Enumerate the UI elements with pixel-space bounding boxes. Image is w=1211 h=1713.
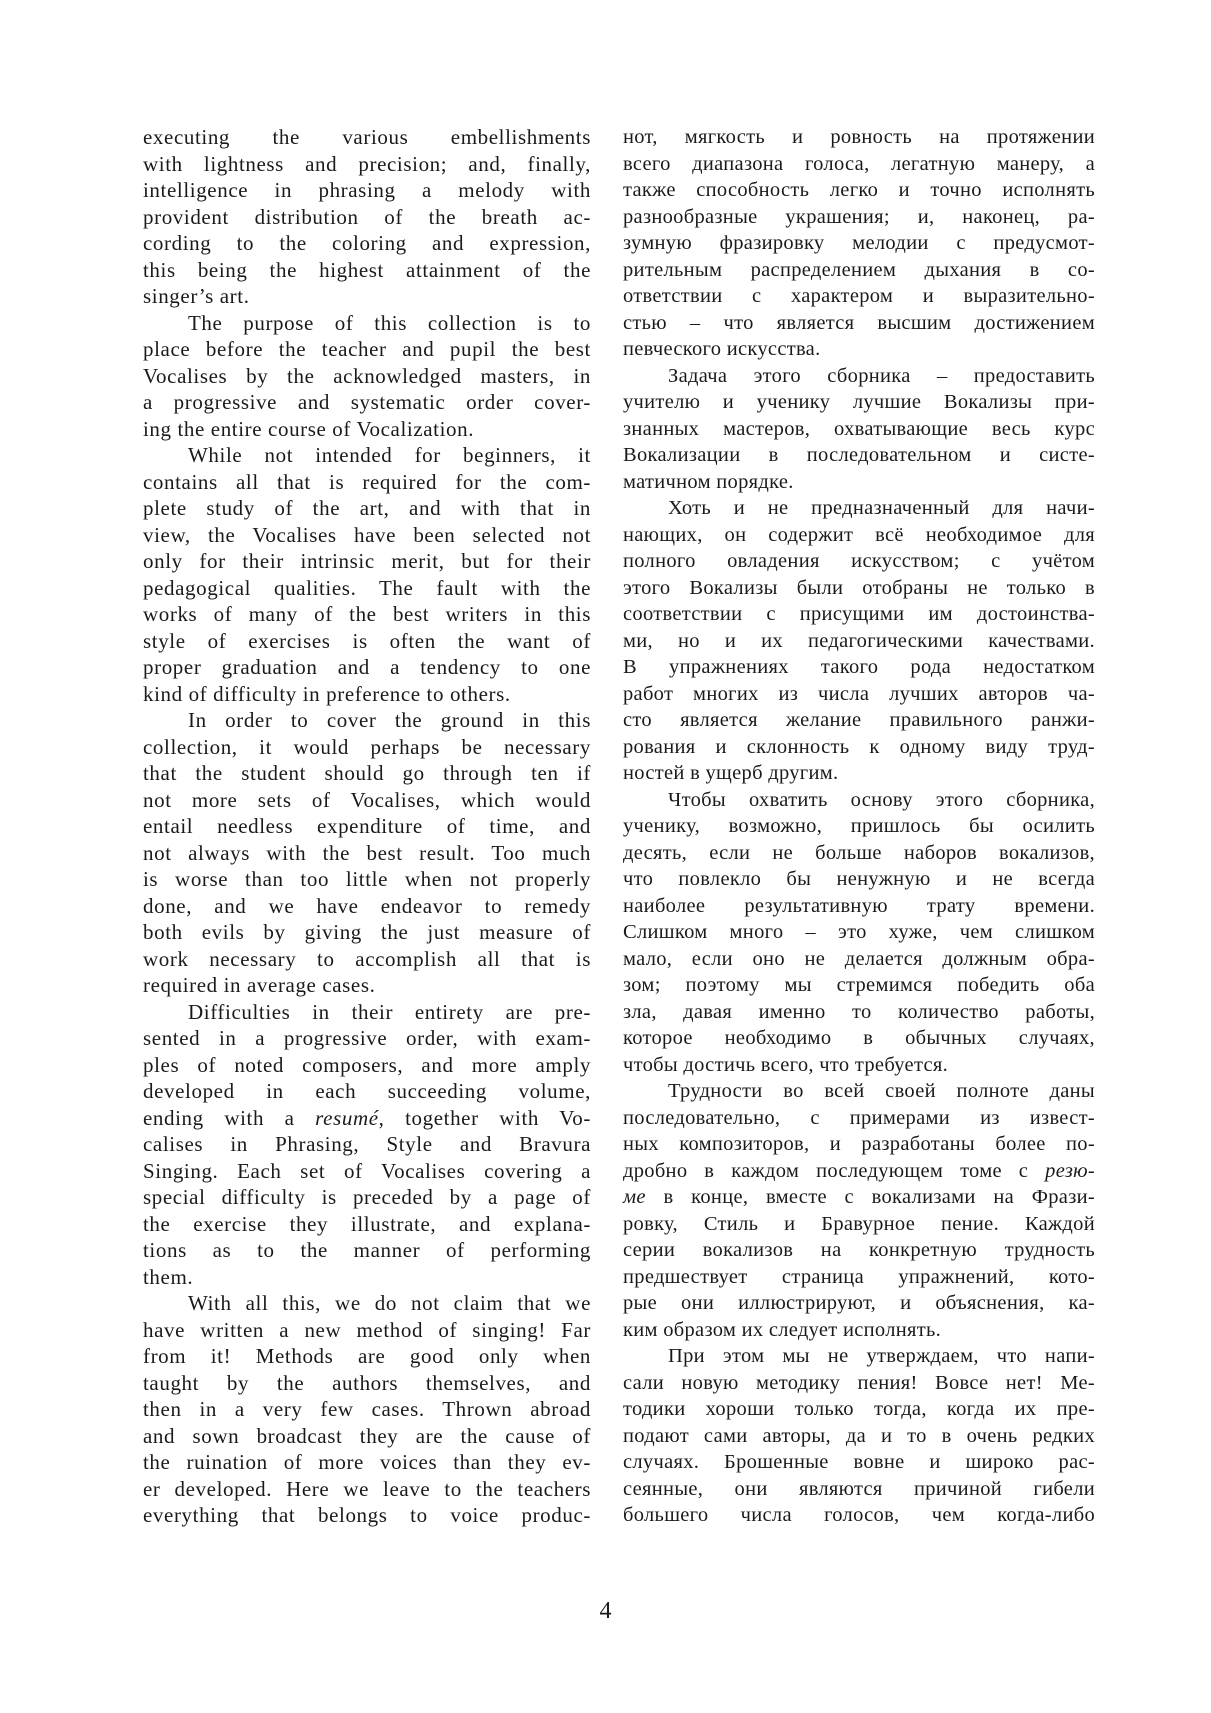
text-line: соответствии с присущими им достоинства-	[623, 603, 1095, 625]
text-line: дробно в каждом последующем томе с резю-	[623, 1159, 1095, 1182]
text-line: зом; поэтому мы стремимся победить оба	[623, 974, 1095, 996]
text-line: также способность легко и точно исполнять	[623, 179, 1095, 201]
text-line: ровку, Стиль и Бравурное пение. Каждой	[623, 1212, 1095, 1235]
russian-paragraph	[623, 495, 1095, 787]
text-line: Трудности во всей своей полноте даны	[668, 1080, 1095, 1102]
text-line: рые они иллюстрируют, и объяснения, ка-	[623, 1292, 1095, 1314]
page-number: 4	[599, 1598, 612, 1624]
text-line: only for their intrinsic merit, but for their	[143, 549, 591, 573]
text-line: and sown broadcast they are the cause of	[143, 1423, 591, 1448]
text-line: developed in each succeeding volume,	[143, 1079, 591, 1103]
text-line: предшествует страница упражнений, кото-	[623, 1265, 1095, 1288]
text-line: серии вокализов на конкретную трудность	[623, 1239, 1095, 1261]
text-line: cording to the coloring and expression,	[143, 231, 591, 255]
text-line: place before the teacher and pupil the best	[143, 337, 591, 361]
text-line: которое необходимо в обычных случаях,	[623, 1027, 1095, 1049]
text-line: полного овладения искусством; с учётом	[623, 550, 1095, 572]
text-line: певческого искусства.	[623, 338, 821, 360]
text-line: kind of difficulty in preference to others.	[143, 681, 511, 706]
text-line: разнообразные украшения; и, наконец, ра-	[623, 205, 1095, 228]
text-line: случаях. Брошенные вовне и широко рас-	[623, 1451, 1095, 1473]
text-line: tions as to the manner of performing	[143, 1238, 591, 1262]
text-line: ким образом их следует исполнять.	[623, 1318, 942, 1341]
english-paragraph	[143, 124, 591, 310]
text-line: collection, it would perhaps be necessary	[143, 734, 591, 759]
english-paragraph	[143, 1290, 591, 1529]
text-line: При этом мы не утверждаем, что напи-	[668, 1345, 1095, 1367]
text-line: что повлекло бы ненужную и не всегда	[623, 868, 1095, 890]
text-line: этого Вокализы были отобраны не только в	[623, 576, 1095, 599]
text-line: матичном порядке.	[623, 470, 794, 493]
text-line: ных композиторов, и разработаны более по-	[623, 1133, 1095, 1155]
italic-term: ме	[623, 1186, 646, 1208]
russian-paragraph	[623, 363, 1095, 496]
text-line: ме в конце, вместе с вокализами на Фрази-	[623, 1186, 1095, 1208]
russian-paragraph	[623, 1078, 1095, 1343]
text-line: чтобы достичь всего, что требуется.	[623, 1053, 949, 1076]
english-paragraph	[143, 442, 591, 707]
russian-paragraph	[623, 1343, 1095, 1529]
text-line: Хоть и не предназначенный для начи-	[668, 497, 1095, 519]
text-line: наиболее результативную трату времени.	[623, 894, 1095, 917]
text-line: a progressive and systematic order cover-	[143, 390, 591, 414]
text-line: ми, но и их педагогическими качествами.	[623, 629, 1095, 652]
text-line: pedagogical qualities. The fault with the	[143, 575, 591, 600]
text-line: учителю и ученику лучшие Вокализы при-	[623, 391, 1095, 413]
text-line: then in a very few cases. Thrown abroad	[143, 1397, 591, 1421]
russian-text-column	[623, 124, 1095, 1529]
text-line: ing the entire course of Vocalization.	[143, 416, 475, 441]
text-line: работ многих из числа лучших авторов ча-	[623, 682, 1095, 705]
russian-paragraph	[623, 124, 1095, 363]
text-line: executing the various embellishments	[143, 125, 591, 149]
text-line: Difficulties in their entirety are pre-	[188, 999, 591, 1024]
text-line: calises in Phrasing, Style and Bravura	[143, 1132, 591, 1156]
text-line: стью – что является высшим достижением	[623, 311, 1095, 334]
text-line: plete study of the art, and with that in	[143, 496, 591, 520]
text-line: зумную фразировку мелодии с предусмот-	[623, 232, 1095, 254]
text-line: is worse than too little when not properly	[143, 867, 591, 891]
text-line: Вокализации в последовательном и систе-	[623, 444, 1095, 466]
text-line: Чтобы охватить основу этого сборника,	[668, 788, 1095, 811]
text-line: provident distribution of the breath ac-	[143, 204, 591, 229]
text-line: special difficulty is preceded by a page of	[143, 1185, 591, 1209]
text-line: большего числа голосов, чем когда-либо	[623, 1504, 1095, 1526]
text-line: сто является желание правильного ранжи-	[623, 709, 1095, 731]
english-paragraph	[143, 999, 591, 1291]
text-line: style of exercises is often the want of	[143, 628, 591, 653]
text-line: entail needless expenditure of time, and	[143, 814, 591, 838]
text-line: required in average cases.	[143, 973, 376, 997]
text-line: ностей в ущерб другим.	[623, 762, 839, 784]
text-line: ученику, возможно, пришлось бы осилить	[623, 815, 1095, 837]
italic-term: резю-	[1045, 1159, 1095, 1182]
text-line: рительным распределением дыхания в со-	[623, 258, 1095, 281]
text-line: er developed. Here we leave to the teachers	[143, 1476, 591, 1501]
text-line: intelligence in phrasing a melody with	[143, 178, 591, 202]
text-line: works of many of the best writers in this	[143, 602, 591, 626]
text-line: not more sets of Vocalises, which would	[143, 787, 591, 812]
text-line: done, and we have endeavor to remedy	[143, 893, 591, 918]
text-line: taught by the authors themselves, and	[143, 1370, 591, 1395]
text-line: that the student should go through ten if	[143, 761, 591, 785]
text-line: нот, мягкость и ровность на протяжении	[623, 126, 1095, 148]
text-line: work necessary to accomplish all that is	[143, 946, 591, 971]
english-paragraph	[143, 707, 591, 999]
text-line: последовательно, с примерами из извест-	[623, 1106, 1095, 1129]
text-line: the exercise they illustrate, and explana-	[143, 1211, 591, 1236]
english-text-column	[143, 124, 591, 1529]
italic-term: resumé	[315, 1105, 379, 1130]
text-line: зла, давая именно то количество работы,	[623, 1000, 1095, 1023]
text-line: With all this, we do not claim that we	[188, 1291, 591, 1315]
text-line: proper graduation and a tendency to one	[143, 655, 591, 679]
text-line: not always with the best result. Too much	[143, 840, 591, 865]
text-line: десять, если не больше наборов вокализов,	[623, 841, 1095, 864]
text-line: from it! Methods are good only when	[143, 1344, 591, 1368]
text-line: всего диапазона голоса, легатную манеру, а	[623, 152, 1095, 175]
text-line: While not intended for beginners, it	[188, 443, 591, 467]
text-line: тодики хороши только тогда, когда их пре-	[623, 1398, 1095, 1420]
text-line: have written a new method of singing! Far	[143, 1317, 591, 1342]
text-line: with lightness and precision; and, finally,	[143, 151, 591, 176]
text-line: sented in a progressive order, with exam-	[143, 1026, 591, 1050]
text-line: подают сами авторы, да и то в очень редких	[623, 1424, 1095, 1447]
text-line: ending with a resumé, together with Vo-	[143, 1105, 591, 1130]
text-line: нающих, он содержит всё необходимое для	[623, 523, 1095, 546]
text-line: view, the Vocalises have been selected not	[143, 522, 591, 547]
english-paragraph	[143, 310, 591, 443]
text-line: сали новую методику пения! Вовсе нет! Ме-	[623, 1371, 1095, 1394]
text-line: both evils by giving the just measure of	[143, 920, 591, 944]
text-line: мало, если оно не делается должным обра-	[623, 947, 1095, 970]
text-line: ответствии с характером и выразительно-	[623, 285, 1095, 307]
russian-paragraph	[623, 787, 1095, 1079]
text-line: ples of noted composers, and more amply	[143, 1052, 591, 1077]
text-line: В упражнениях такого рода недостатком	[623, 656, 1095, 678]
text-line: знанных мастеров, охватывающие весь курс	[623, 417, 1095, 440]
text-line: contains all that is required for the com-	[143, 469, 591, 494]
text-line: Singing. Each set of Vocalises covering a	[143, 1158, 591, 1183]
text-line: them.	[143, 1264, 194, 1289]
text-line: the ruination of more voices than they ev-	[143, 1450, 591, 1474]
text-line: Vocalises by the acknowledged masters, in	[143, 363, 591, 388]
text-line: this being the highest attainment of the	[143, 257, 591, 282]
text-line: The purpose of this collection is to	[188, 310, 591, 335]
text-line: Задача этого сборника – предоставить	[668, 364, 1095, 387]
text-line: In order to cover the ground in this	[188, 708, 591, 732]
text-line: сеянные, они являются причиной гибели	[623, 1477, 1095, 1500]
text-line: рования и склонность к одному виду труд-	[623, 735, 1095, 758]
text-line: singer’s art.	[143, 284, 250, 308]
text-line: everything that belongs to voice produc-	[143, 1503, 591, 1527]
text-line: Слишком много – это хуже, чем слишком	[623, 921, 1095, 943]
